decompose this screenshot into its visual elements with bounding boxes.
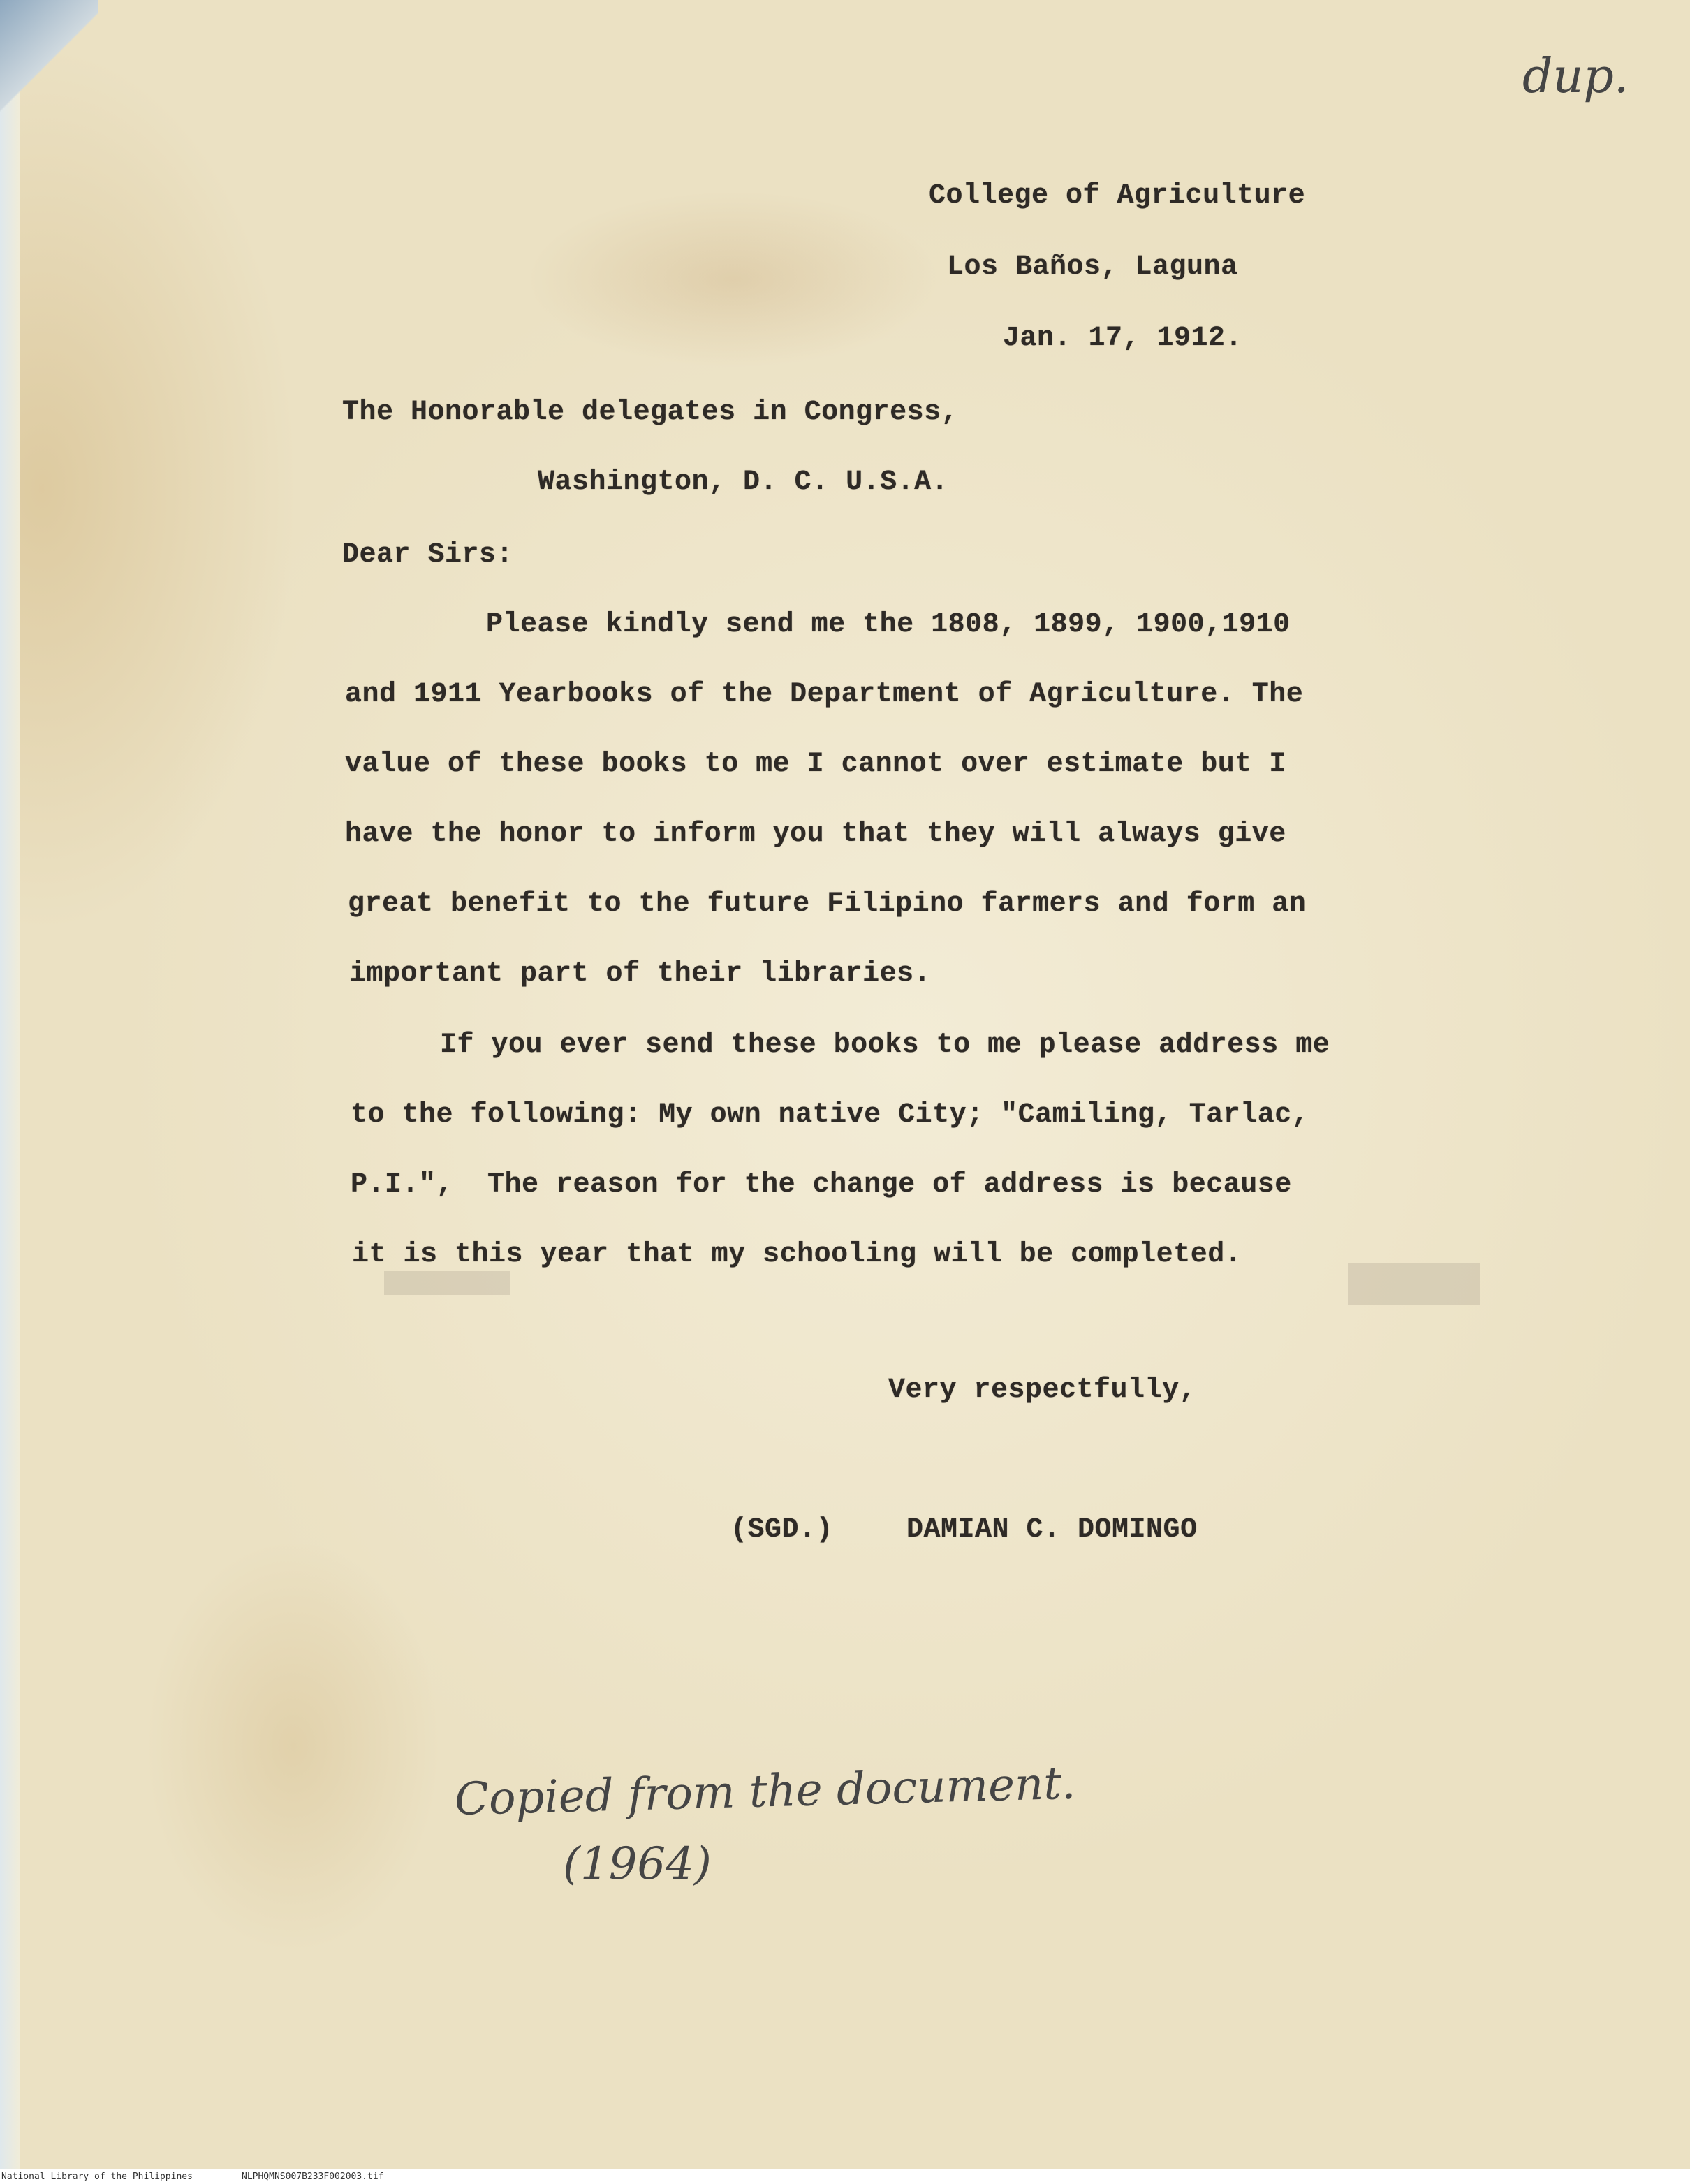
sender-location: Los Baños, Laguna — [947, 251, 1238, 283]
footer-library-name: National Library of the Philippines — [1, 2171, 193, 2182]
sender-institution: College of Agriculture — [929, 180, 1306, 212]
handwritten-copy-note: Copied from the document. — [454, 1757, 1077, 1826]
letter-date: Jan. 17, 1912. — [1003, 323, 1243, 354]
paragraph1-line4: have the honor to inform you that they will always give — [345, 819, 1286, 850]
paragraph1-line2: and 1911 Yearbooks of the Department of Agriculture. The — [345, 679, 1304, 710]
paragraph1-line5: great benefit to the future Filipino farmers and form an — [348, 888, 1307, 920]
recipient-line2: Washington, D. C. U.S.A. — [538, 467, 949, 498]
folded-corner — [0, 0, 98, 147]
scan-edge — [0, 0, 20, 2184]
closing: Very respectfully, — [888, 1375, 1197, 1406]
paragraph2-line3: P.I.", The reason for the change of address is because — [351, 1169, 1292, 1201]
footer-file-name: NLPHQMNS007B233F002003.tif — [242, 2171, 384, 2182]
ink-smudge — [384, 1271, 510, 1295]
paragraph2-line4: it is this year that my schooling will be completed. — [352, 1239, 1242, 1270]
signature-name: DAMIAN C. DOMINGO — [906, 1514, 1198, 1546]
salutation: Dear Sirs: — [342, 539, 514, 571]
recipient-line1: The Honorable delegates in Congress, — [342, 397, 959, 428]
paragraph2-line2: to the following: My own native City; "Camiling, Tarlac, — [351, 1099, 1309, 1131]
handwritten-dup-note: dup. — [1522, 49, 1629, 104]
paragraph2-line1: If you ever send these books to me please address me — [440, 1029, 1330, 1061]
paragraph1-line6: important part of their libraries. — [349, 958, 932, 990]
paragraph1-line3: value of these books to me I cannot over estimate but I — [345, 749, 1286, 780]
handwritten-copy-year: (1964) — [563, 1838, 712, 1890]
paragraph1-line1: Please kindly send me the 1808, 1899, 1900,1910 — [486, 609, 1291, 640]
ink-smudge — [1348, 1263, 1480, 1305]
signature-mark: (SGD.) — [730, 1514, 834, 1546]
